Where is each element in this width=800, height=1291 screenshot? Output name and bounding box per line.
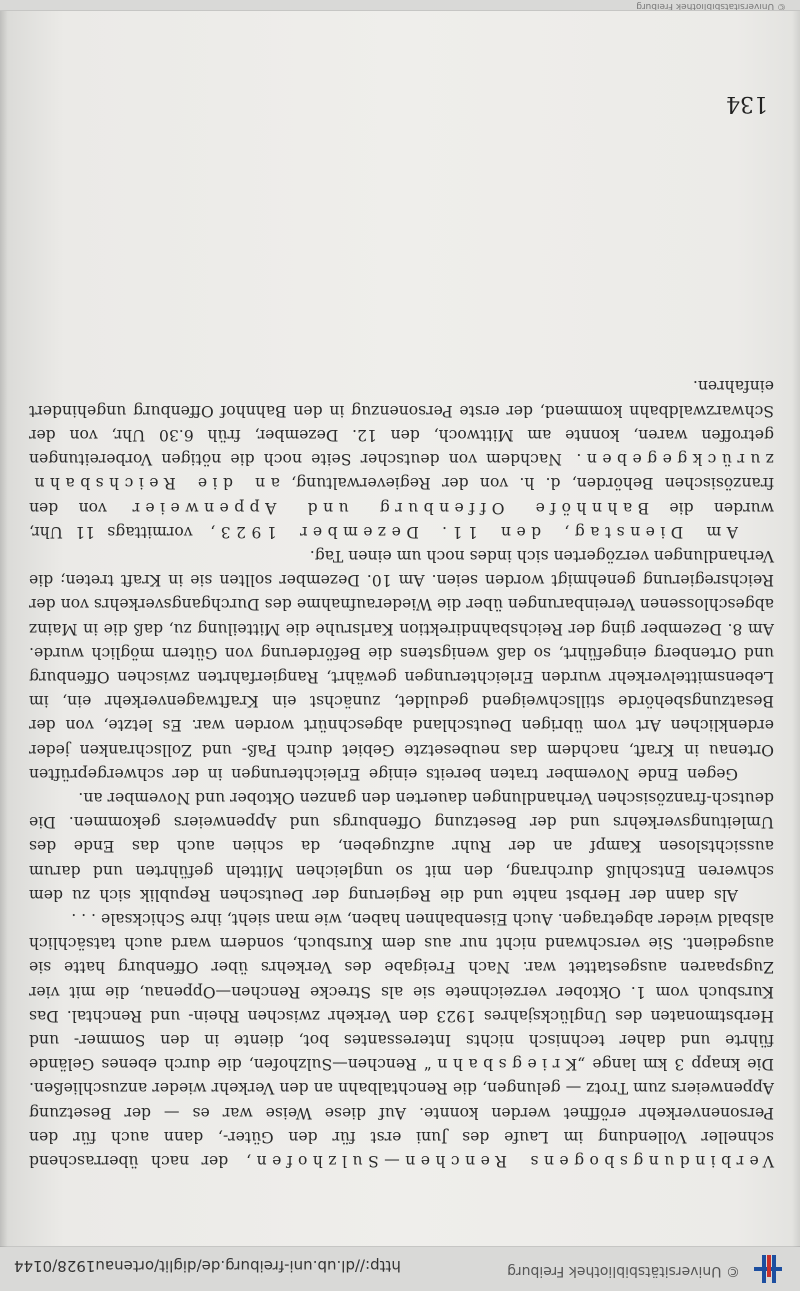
spaced-emphasis: Am Dienstag, den 11. Dezember 1923, (204, 522, 738, 541)
paragraph-text: “ Renchen—Sulzhofen, die durch ebenes Gelände führte und daher technisch nichts Interessantes bot, diente in den Sommer- und Herbstmonaten des Unglücksjahres 1923 den Verkehr zwischen Rhein- und Renchtal. Das Kursbuch vom 1. Oktober verzeichnete sie als Strecke Renchen—Oppenau, die mit vier Zugspaaren ausgestattet war. Nach Freigabe des Verkehrs über Offenburg hatte sie ausgedient. Sie verschwand nicht nur aus dem Kursbuch, sondern ward auch tatsächlich alsbald wieder abgetragen. Auch Eisenbahnen haben, wie man sieht, ihre Schicksale . . . (29, 909, 774, 1074)
spaced-emphasis: Verbindungsbogens Renchen—Sulzhofen, (240, 1152, 774, 1170)
spaced-emphasis: Kriegsbahn (431, 1055, 578, 1074)
document-url-link[interactable]: http://dl.ub.uni-freiburg.de/diglit/ortenau1928/0144 (14, 1257, 401, 1275)
spaced-emphasis: an die Reichsbahn zurückgegeben. (29, 450, 774, 493)
page-edge-shadow-right (0, 10, 8, 1247)
page-edge-shadow-left (792, 10, 800, 1247)
paragraph-2: Als dann der Herbst nahte und die Regierung der Deutschen Republik sich zu dem schweren Entschluß durchrang, den mit so ungleichen Mitteln geführten und darum aussichtslosen Kampf an der Ruhr aufzugeben, da schien auch das Ende des Umleitungsverkehrs und der Besetzung Offenburgs und Appenweiers gekommen. Die deutsch-französischen Verhandlungen dauerten den ganzen Oktober und November an. (29, 788, 774, 904)
viewer-footer (0, 0, 800, 11)
copyright-notice: © Universitätsbibliothek Freiburg (507, 1263, 740, 1279)
footer-copyright-notice: © Universitätsbibliothek Freiburg (636, 1, 786, 11)
paragraph-1 (29, 907, 774, 1173)
paragraph-text: vormittags 11 Uhr, wurden die (29, 498, 774, 541)
body-text (29, 374, 774, 1173)
paragraph-text: Nachdem von deutscher Seite noch die nötigen Vorbereitungen getroffen waren, konnte am Mittwoch, den 12. Dezember, früh 6.30 Uhr, von der Schwarzwaldbahn kommend, der erste Personenzug in den Bahnhof Offenburg ungehindert einfahren. (29, 377, 774, 469)
page-number: 134 (726, 91, 768, 116)
spaced-emphasis: Bahnhöfe Offenburg und Appenweier (127, 498, 650, 517)
paragraph-text: von den französischen Behörden, d. h. von der Regieverwaltung, (29, 474, 774, 517)
paragraph-text: der nach überraschend schneller Vollendung im Laufe des Juni erst für den Güter-, dann auch für den Personenverkehr eröffnet werden konnte. Auf diese Weise war es — der Besetzung Appenweiers zum Trotz — gelungen, die Renchtalbahn an den Verkehr wieder anzuschließen. Die knapp 3 km lange „ (29, 1055, 774, 1170)
paragraph-4 (29, 374, 774, 543)
university-logo-icon (750, 1253, 786, 1285)
viewer-header (0, 1246, 800, 1291)
paragraph-3: Gegen Ende November traten bereits einige Erleichterungen in der schwergeprüften Ortenau in Kraft, nachdem das neubesetzte Gebiet durch Paß- und Zollschranken jeder erdenklichen Art vom übrigen Deutschland abgeschnürt worden war. Es letzte, von der Besatzungsbehörde stillschweigend geduldet, zunächst ein Kraftwagenverkehr ein, im Lebensmittelverkehr wurden Erleichterungen gewährt, Rangierfahrten zwischen Offenburg und Ortenberg eingeführt, so daß wenigstens die Beförderung von Gütern möglich wurde. Am 8. Dezember ging der Reichsbahndirektion Karlsruhe die Mitteilung zu, daß die in Mainz abgeschlossenen Vereinbarungen über die Wiederaufnahme des Durchgangsverkehrs von der Reichsregierung genehmigt worden seien. Am 10. Dezember sollten sie in Kraft treten; die Verhandlungen verzögerten sich indes noch um einen Tag. (29, 546, 774, 783)
